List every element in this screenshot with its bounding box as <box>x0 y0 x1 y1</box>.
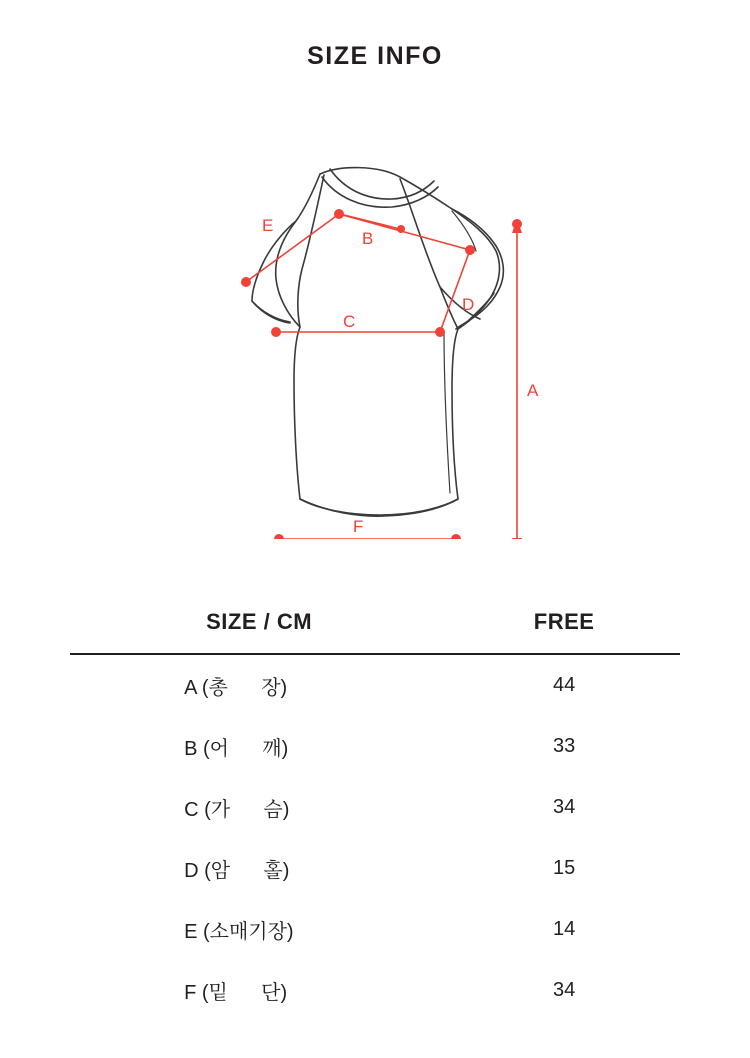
header-free: FREE <box>533 609 595 634</box>
row-label-e <box>70 899 448 960</box>
row-label-a <box>70 654 448 716</box>
table-row <box>70 899 680 960</box>
row-value-d: 15 <box>552 857 576 879</box>
row-label-b-text: B (어 깨) <box>184 738 289 760</box>
table-row <box>70 654 680 716</box>
label-d: D <box>462 295 475 314</box>
row-value-a: 44 <box>552 674 576 696</box>
row-label-e-text: E (소매기장) <box>184 921 294 943</box>
row-value-e: 14 <box>552 918 576 940</box>
page-title: SIZE INFO <box>307 42 443 70</box>
row-label-c <box>70 777 448 838</box>
table-row <box>70 960 680 1021</box>
table-row <box>70 777 680 838</box>
row-label-f <box>70 960 448 1021</box>
table-header-row <box>70 595 680 654</box>
label-b: B <box>362 229 374 248</box>
size-table-container <box>70 595 680 1021</box>
size-table <box>70 595 680 1021</box>
row-value-c: 34 <box>552 796 576 818</box>
row-label-f-text: F (밑 단) <box>184 982 288 1004</box>
header-size-cm: SIZE / CM <box>206 609 313 634</box>
row-label-d <box>70 838 448 899</box>
row-label-a-text: A (총 장) <box>184 677 288 699</box>
row-value-b: 33 <box>552 735 576 757</box>
row-label-d-text: D (암 홀) <box>184 860 290 882</box>
table-row <box>70 838 680 899</box>
label-c: C <box>343 312 356 331</box>
label-f: F <box>353 517 364 536</box>
row-label-b <box>70 716 448 777</box>
garment-diagram <box>0 69 750 539</box>
table-row <box>70 716 680 777</box>
label-a: A <box>527 381 539 400</box>
row-label-c-text: C (가 슴) <box>184 799 290 821</box>
row-value-f: 34 <box>552 979 576 1001</box>
label-e: E <box>262 216 274 235</box>
